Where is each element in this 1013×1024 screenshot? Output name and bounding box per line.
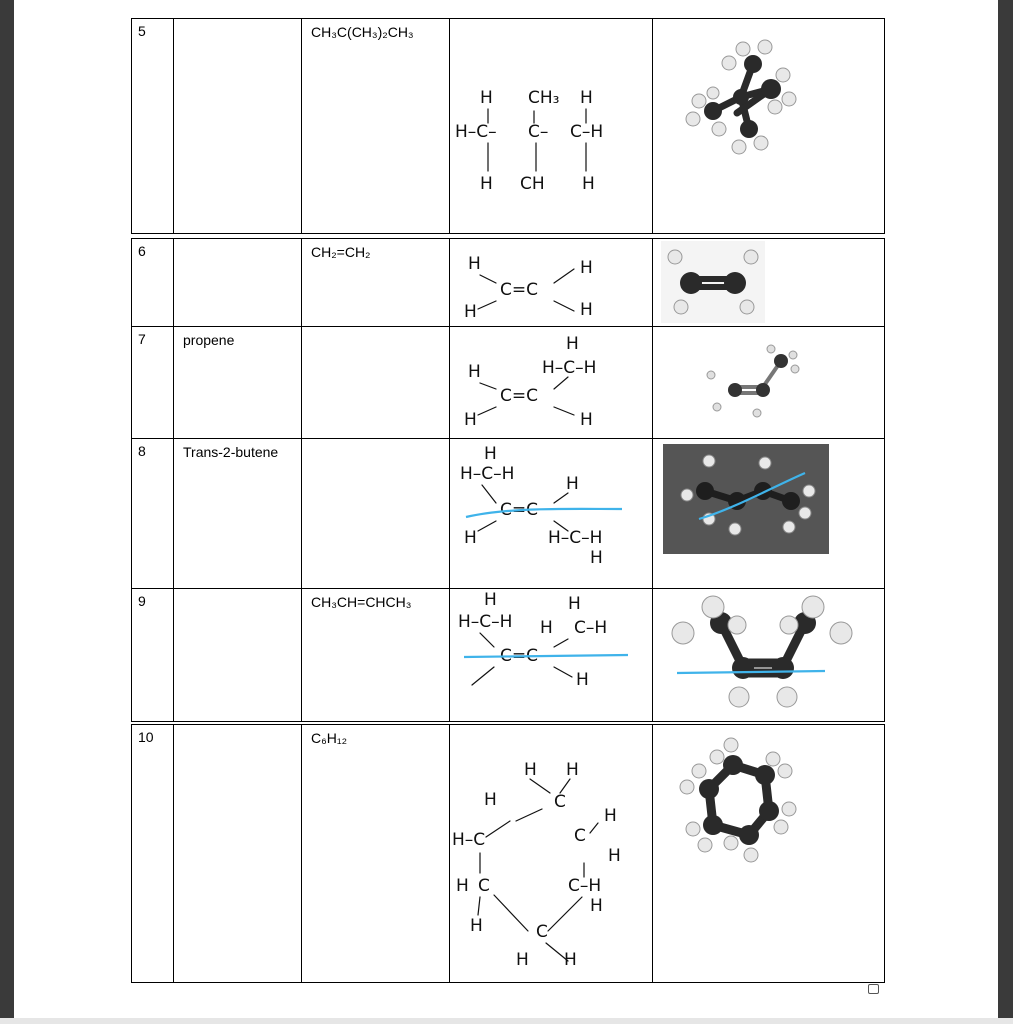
drawing-label: H (464, 410, 477, 430)
structure-drawing (450, 19, 653, 234)
drawing-label: C (574, 826, 586, 846)
window-bottom-bar (0, 1018, 1013, 1024)
structure-drawing (450, 439, 653, 589)
structure-drawing (450, 327, 653, 439)
row-formula: C₆H₁₂ (302, 725, 450, 983)
ball-stick-model (653, 725, 885, 983)
row-name (174, 19, 302, 234)
drawing-label: H (484, 590, 497, 610)
row-number: 8 (132, 439, 174, 589)
drawing-label: H (480, 174, 493, 194)
drawing-label: C– (528, 122, 549, 142)
drawing-label: H (456, 876, 469, 896)
table-row (132, 327, 885, 439)
document-page (14, 0, 998, 1024)
drawing-label: H (582, 174, 595, 194)
ball-stick-model (653, 439, 885, 589)
drawing-label: H (480, 88, 493, 108)
drawing-label: H (568, 594, 581, 614)
drawing-label: C (554, 792, 566, 812)
drawing-label: H (576, 670, 589, 690)
ball-stick-model (653, 239, 885, 327)
drawing-label: C–H (574, 618, 608, 638)
row-name (174, 239, 302, 327)
drawing-label: H–C– (455, 122, 497, 142)
row-name: propene (174, 327, 302, 439)
row-formula: CH₃CH=CHCH₃ (302, 589, 450, 722)
drawing-label: H (566, 474, 579, 494)
drawing-label: C–H (570, 122, 604, 142)
structure-drawing (450, 239, 653, 327)
drawing-label: C=C (500, 280, 538, 300)
drawing-label: H (468, 362, 481, 382)
drawing-label: H (604, 806, 617, 826)
drawing-label: CH₃ (528, 88, 560, 108)
table-row (132, 725, 885, 983)
drawing-label: H (580, 88, 593, 108)
ball-stick-model (653, 327, 885, 439)
row-number: 10 (132, 725, 174, 983)
drawing-label: C–H (568, 876, 602, 896)
drawing-label: H (590, 896, 603, 916)
table-row (132, 239, 885, 327)
drawing-label: C (536, 922, 548, 942)
row-number: 5 (132, 19, 174, 234)
drawing-label: H (580, 300, 593, 320)
drawing-label: H (566, 334, 579, 354)
drawing-label: H (590, 548, 603, 568)
drawing-label: H (470, 916, 483, 936)
drawing-label: H (580, 410, 593, 430)
drawing-label: H (566, 760, 579, 780)
drawing-label: H (540, 618, 553, 638)
structure-drawing (450, 589, 653, 722)
drawing-label: H (484, 790, 497, 810)
drawing-label: H (468, 254, 481, 274)
drawing-label: C=C (500, 646, 538, 666)
row-name (174, 725, 302, 983)
alkane-alkene-table (131, 18, 884, 982)
drawing-label: C (478, 876, 490, 896)
row-number: 9 (132, 589, 174, 722)
table-row (132, 19, 885, 234)
row-formula: CH₂=CH₂ (302, 239, 450, 327)
table-row (132, 439, 885, 589)
drawing-label: H (564, 950, 577, 970)
drawing-label: H (524, 760, 537, 780)
drawing-label: H–C (452, 830, 486, 850)
drawing-label: H–C–H (542, 358, 597, 378)
drawing-label: H–C–H (460, 464, 515, 484)
drawing-label: H (464, 302, 477, 322)
table-row (132, 589, 885, 722)
drawing-label: H–C–H (458, 612, 513, 632)
drawing-label: H (484, 444, 497, 464)
ball-stick-model (653, 19, 885, 234)
row-number: 7 (132, 327, 174, 439)
row-name: Trans-2-butene (174, 439, 302, 589)
drawing-label: H (464, 528, 477, 548)
structure-drawing (450, 725, 653, 983)
resize-handle[interactable] (868, 984, 879, 994)
drawing-label: CH (520, 174, 545, 194)
row-name (174, 589, 302, 722)
row-formula (302, 439, 450, 589)
drawing-label: H (580, 258, 593, 278)
drawing-label: H (608, 846, 621, 866)
row-number: 6 (132, 239, 174, 327)
drawing-label: H–C–H (548, 528, 603, 548)
drawing-label: C=C (500, 386, 538, 406)
drawing-label: C=C (500, 500, 538, 520)
ball-stick-model (653, 589, 885, 722)
drawing-label: H (516, 950, 529, 970)
row-formula: CH₃C(CH₃)₂CH₃ (302, 19, 450, 234)
row-formula (302, 327, 450, 439)
